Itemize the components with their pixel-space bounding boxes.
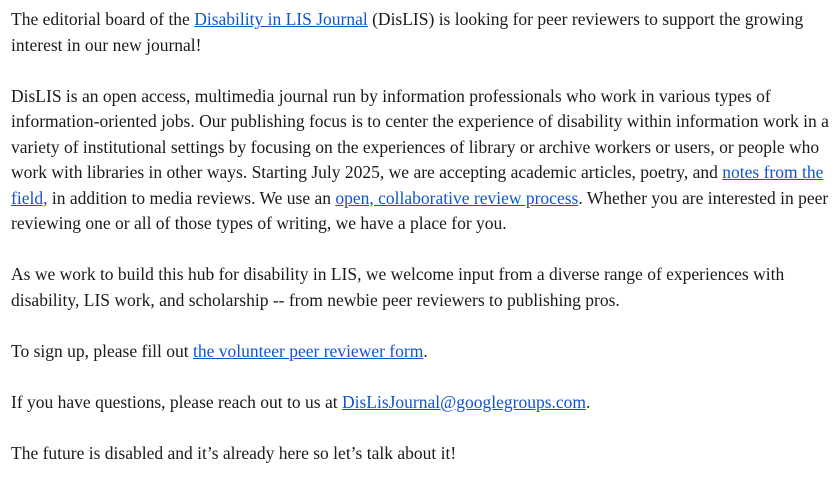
about-text-3: . Whether you are interested in peer reviewing one or all of those types of writing, we have a place for you. (11, 187, 829, 233)
volunteer-form-link[interactable]: the volunteer peer reviewer form (193, 340, 424, 361)
signup-paragraph (11, 339, 837, 365)
about-paragraph (11, 84, 837, 237)
closing-text: The future is disabled and it’s already here so let’s talk about it! (11, 442, 457, 463)
about-text-2: in addition to media reviews. We use an (47, 187, 336, 208)
signup-text-after: . (423, 340, 428, 361)
intro-paragraph (11, 7, 837, 58)
closing-paragraph (11, 441, 837, 467)
contact-text-before: If you have questions, please reach out to us at (11, 391, 342, 412)
email-body (11, 7, 837, 466)
journal-link[interactable]: Disability in LIS Journal (194, 9, 368, 29)
notes-from-the-field-link[interactable]: notes from the field, (11, 162, 824, 208)
intro-text-before: The editorial board of the (11, 9, 195, 29)
contact-text-after: . (586, 391, 591, 412)
about-text-1: DisLIS is an open access, multimedia journal run by information professionals who work in various types of information-oriented jobs. Our publishing focus is to center the experience of disability within information work in a variety of institutional settings by focusing on the experiences of library or archive workers or users, or people who work with libraries in other ways. Starting July 2025, we are accepting academic articles, poetry, and (11, 85, 829, 182)
intro-text-after: (DisLIS) is looking for peer reviewers to support the growing interest in our new journal! (11, 9, 804, 55)
input-text: As we work to build this hub for disability in LIS, we welcome input from a diverse range of experiences with disability, LIS work, and scholarship -- from newbie peer reviewers to publishing pros. (11, 264, 785, 310)
review-process-link[interactable]: open, collaborative review process (335, 187, 579, 208)
email-link[interactable]: DisLisJournal@googlegroups.com (341, 391, 587, 412)
signup-text-before: To sign up, please fill out (11, 340, 194, 361)
input-paragraph (11, 262, 837, 313)
contact-paragraph (11, 390, 837, 416)
